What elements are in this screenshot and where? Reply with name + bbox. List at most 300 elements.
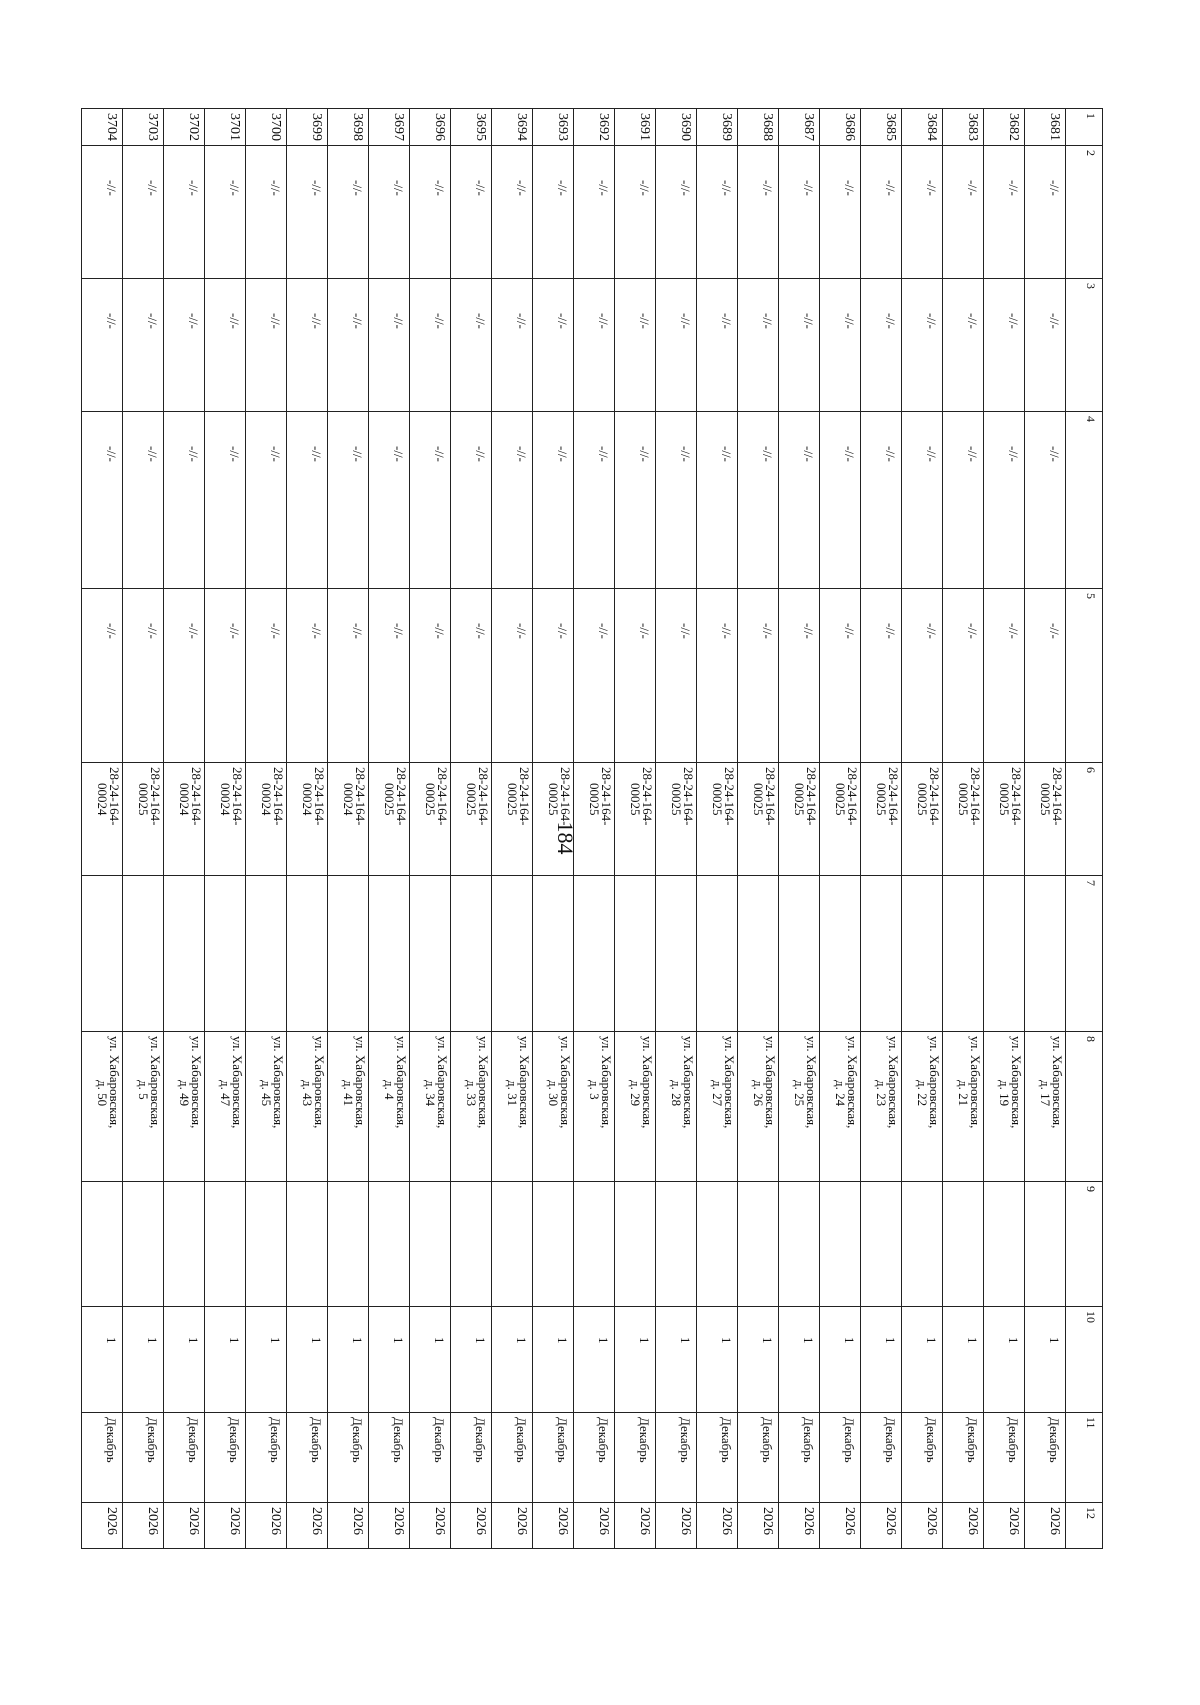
- address-cell: [410, 1032, 451, 1182]
- ditto-cell: -//-: [656, 589, 697, 763]
- ditto-cell: -//-: [697, 412, 738, 589]
- address-street: ул. Хабаровская,: [599, 1036, 614, 1129]
- cadastral-line-1: 28-24-164-: [968, 767, 983, 826]
- cadastral-cell: [369, 763, 410, 876]
- row-number-cell: 3682: [984, 109, 1025, 146]
- month-cell: Декабрь: [1025, 1413, 1066, 1503]
- address-street: ул. Хабаровская,: [271, 1036, 286, 1129]
- year-cell: 2026: [984, 1503, 1025, 1549]
- empty-cell: [287, 1182, 328, 1307]
- cadastral-line-1: 28-24-164-: [1009, 767, 1024, 826]
- row-number-cell: 3702: [164, 109, 205, 146]
- ditto-cell: -//-: [246, 146, 287, 279]
- cadastral-line-2: 00025: [751, 783, 766, 816]
- cadastral-cell: [574, 763, 615, 876]
- ditto-cell: -//-: [779, 412, 820, 589]
- address-cell: [738, 1032, 779, 1182]
- table-row: [451, 109, 492, 1549]
- address-street: ул. Хабаровская,: [107, 1036, 122, 1129]
- cadastral-line-2: 00024: [218, 783, 233, 816]
- year-cell: 2026: [656, 1503, 697, 1549]
- cadastral-line-2: 00025: [505, 783, 520, 816]
- quantity-cell: 1: [820, 1307, 861, 1413]
- ditto-cell: -//-: [984, 146, 1025, 279]
- month-cell: Декабрь: [902, 1413, 943, 1503]
- ditto-cell: -//-: [1025, 146, 1066, 279]
- quantity-cell: 1: [1025, 1307, 1066, 1413]
- address-street: ул. Хабаровская,: [804, 1036, 819, 1129]
- cadastral-cell: [820, 763, 861, 876]
- cadastral-cell: [1025, 763, 1066, 876]
- table-row: [246, 109, 287, 1549]
- row-number-cell: 3699: [287, 109, 328, 146]
- month-cell: Декабрь: [615, 1413, 656, 1503]
- ditto-cell: -//-: [697, 589, 738, 763]
- empty-cell: [533, 1182, 574, 1307]
- address-house: д. 34: [423, 1080, 438, 1107]
- empty-cell: [410, 876, 451, 1032]
- ditto-cell: -//-: [779, 589, 820, 763]
- cadastral-line-2: 00025: [956, 783, 971, 816]
- table-row: [779, 109, 820, 1549]
- cadastral-cell: [287, 763, 328, 876]
- address-house: д. 47: [218, 1080, 233, 1107]
- row-number-cell: 3692: [574, 109, 615, 146]
- year-cell: 2026: [164, 1503, 205, 1549]
- address-street: ул. Хабаровская,: [845, 1036, 860, 1129]
- address-street: ул. Хабаровская,: [230, 1036, 245, 1129]
- cadastral-cell: [861, 763, 902, 876]
- quantity-cell: 1: [410, 1307, 451, 1413]
- column-header: 9: [1066, 1182, 1103, 1307]
- ditto-cell: -//-: [615, 279, 656, 412]
- table-row: [1025, 109, 1066, 1549]
- address-cell: [164, 1032, 205, 1182]
- address-cell: [123, 1032, 164, 1182]
- address-house: д. 19: [997, 1080, 1012, 1107]
- cadastral-line-2: 00024: [300, 783, 315, 816]
- address-house: д. 31: [505, 1080, 520, 1107]
- row-number-cell: 3698: [328, 109, 369, 146]
- year-cell: 2026: [697, 1503, 738, 1549]
- month-cell: Декабрь: [246, 1413, 287, 1503]
- ditto-cell: -//-: [451, 146, 492, 279]
- cadastral-line-2: 00025: [669, 783, 684, 816]
- address-cell: [984, 1032, 1025, 1182]
- empty-cell: [246, 876, 287, 1032]
- empty-cell: [451, 876, 492, 1032]
- table-row: [533, 109, 574, 1549]
- address-cell: [902, 1032, 943, 1182]
- address-cell: [369, 1032, 410, 1182]
- ditto-cell: -//-: [451, 589, 492, 763]
- row-number-cell: 3681: [1025, 109, 1066, 146]
- empty-cell: [738, 1182, 779, 1307]
- address-cell: [697, 1032, 738, 1182]
- month-cell: Декабрь: [779, 1413, 820, 1503]
- ditto-cell: -//-: [328, 279, 369, 412]
- column-header: 5: [1066, 589, 1103, 763]
- cadastral-line-2: 00025: [382, 783, 397, 816]
- cadastral-cell: [943, 763, 984, 876]
- quantity-cell: 1: [492, 1307, 533, 1413]
- quantity-cell: 1: [123, 1307, 164, 1413]
- ditto-cell: -//-: [205, 279, 246, 412]
- empty-cell: [861, 1182, 902, 1307]
- column-header: 1: [1066, 109, 1103, 146]
- empty-cell: [615, 1182, 656, 1307]
- cadastral-line-1: 28-24-164-: [353, 767, 368, 826]
- cadastral-line-1: 28-24-164-: [148, 767, 163, 826]
- cadastral-line-2: 00025: [915, 783, 930, 816]
- cadastral-cell: [533, 763, 574, 876]
- table-row: [82, 109, 123, 1549]
- address-house: д. 26: [751, 1080, 766, 1107]
- ditto-cell: -//-: [164, 589, 205, 763]
- row-number-cell: 3693: [533, 109, 574, 146]
- ditto-cell: -//-: [123, 146, 164, 279]
- ditto-cell: -//-: [410, 146, 451, 279]
- year-cell: 2026: [943, 1503, 984, 1549]
- address-cell: [943, 1032, 984, 1182]
- cadastral-cell: [492, 763, 533, 876]
- address-house: д. 27: [710, 1080, 725, 1107]
- column-header: 12: [1066, 1503, 1103, 1549]
- ditto-cell: -//-: [861, 146, 902, 279]
- table-body: [82, 109, 1066, 1549]
- address-cell: [1025, 1032, 1066, 1182]
- address-house: д. 25: [792, 1080, 807, 1107]
- cadastral-line-2: 00025: [423, 783, 438, 816]
- table-row: [205, 109, 246, 1549]
- ditto-cell: -//-: [369, 589, 410, 763]
- ditto-cell: -//-: [492, 279, 533, 412]
- cadastral-line-1: 28-24-164-: [640, 767, 655, 826]
- address-house: д. 50: [95, 1080, 110, 1107]
- month-cell: Декабрь: [697, 1413, 738, 1503]
- empty-cell: [697, 1182, 738, 1307]
- month-cell: Декабрь: [82, 1413, 123, 1503]
- table-row: [492, 109, 533, 1549]
- cadastral-cell: [328, 763, 369, 876]
- ditto-cell: -//-: [779, 279, 820, 412]
- ditto-cell: -//-: [820, 146, 861, 279]
- table-row: [820, 109, 861, 1549]
- year-cell: 2026: [492, 1503, 533, 1549]
- address-cell: [451, 1032, 492, 1182]
- cadastral-cell: [205, 763, 246, 876]
- year-cell: 2026: [246, 1503, 287, 1549]
- quantity-cell: 1: [164, 1307, 205, 1413]
- cadastral-line-1: 28-24-164-: [230, 767, 245, 826]
- ditto-cell: -//-: [246, 412, 287, 589]
- quantity-cell: 1: [738, 1307, 779, 1413]
- quantity-cell: 1: [574, 1307, 615, 1413]
- empty-cell: [656, 1182, 697, 1307]
- column-header: 11: [1066, 1413, 1103, 1503]
- ditto-cell: -//-: [205, 412, 246, 589]
- empty-cell: [1025, 1182, 1066, 1307]
- ditto-cell: -//-: [943, 412, 984, 589]
- address-cell: [492, 1032, 533, 1182]
- ditto-cell: -//-: [820, 589, 861, 763]
- empty-cell: [164, 1182, 205, 1307]
- ditto-cell: -//-: [738, 412, 779, 589]
- address-house: д. 28: [669, 1080, 684, 1107]
- address-cell: [328, 1032, 369, 1182]
- address-cell: [574, 1032, 615, 1182]
- row-number-cell: 3704: [82, 109, 123, 146]
- address-street: ул. Хабаровская,: [763, 1036, 778, 1129]
- address-cell: [82, 1032, 123, 1182]
- ditto-cell: -//-: [861, 589, 902, 763]
- ditto-cell: -//-: [697, 279, 738, 412]
- ditto-cell: -//-: [656, 279, 697, 412]
- row-number-cell: 3700: [246, 109, 287, 146]
- address-street: ул. Хабаровская,: [968, 1036, 983, 1129]
- ditto-cell: -//-: [984, 589, 1025, 763]
- cadastral-line-2: 00024: [259, 783, 274, 816]
- empty-cell: [205, 1182, 246, 1307]
- empty-cell: [123, 876, 164, 1032]
- month-cell: Декабрь: [574, 1413, 615, 1503]
- ditto-cell: -//-: [164, 146, 205, 279]
- ditto-cell: -//-: [574, 279, 615, 412]
- ditto-cell: -//-: [410, 589, 451, 763]
- table-row: [369, 109, 410, 1549]
- ditto-cell: -//-: [410, 279, 451, 412]
- year-cell: 2026: [615, 1503, 656, 1549]
- row-number-cell: 3695: [451, 109, 492, 146]
- cadastral-line-2: 00024: [341, 783, 356, 816]
- year-cell: 2026: [574, 1503, 615, 1549]
- address-street: ул. Хабаровская,: [476, 1036, 491, 1129]
- column-header: 7: [1066, 876, 1103, 1032]
- address-cell: [287, 1032, 328, 1182]
- empty-cell: [205, 876, 246, 1032]
- empty-cell: [123, 1182, 164, 1307]
- quantity-cell: 1: [533, 1307, 574, 1413]
- empty-cell: [779, 876, 820, 1032]
- month-cell: Декабрь: [410, 1413, 451, 1503]
- cadastral-line-1: 28-24-164-: [599, 767, 614, 826]
- address-street: ул. Хабаровская,: [1050, 1036, 1065, 1129]
- rotated-table-container: [95, 108, 1103, 1548]
- empty-cell: [943, 876, 984, 1032]
- quantity-cell: 1: [656, 1307, 697, 1413]
- empty-cell: [779, 1182, 820, 1307]
- empty-cell: [1025, 876, 1066, 1032]
- row-number-cell: 3703: [123, 109, 164, 146]
- cadastral-line-1: 28-24-164-: [722, 767, 737, 826]
- ditto-cell: -//-: [615, 589, 656, 763]
- table-row: [738, 109, 779, 1549]
- ditto-cell: -//-: [205, 146, 246, 279]
- ditto-cell: -//-: [328, 412, 369, 589]
- data-table: [81, 108, 1103, 1549]
- empty-cell: [451, 1182, 492, 1307]
- row-number-cell: 3684: [902, 109, 943, 146]
- address-street: ул. Хабаровская,: [394, 1036, 409, 1129]
- month-cell: Декабрь: [533, 1413, 574, 1503]
- ditto-cell: -//-: [902, 412, 943, 589]
- cadastral-cell: [656, 763, 697, 876]
- row-number-cell: 3686: [820, 109, 861, 146]
- ditto-cell: -//-: [287, 279, 328, 412]
- ditto-cell: -//-: [943, 146, 984, 279]
- ditto-cell: -//-: [164, 279, 205, 412]
- ditto-cell: -//-: [738, 589, 779, 763]
- month-cell: Декабрь: [328, 1413, 369, 1503]
- ditto-cell: -//-: [615, 412, 656, 589]
- row-number-cell: 3691: [615, 109, 656, 146]
- month-cell: Декабрь: [123, 1413, 164, 1503]
- year-cell: 2026: [779, 1503, 820, 1549]
- empty-cell: [738, 876, 779, 1032]
- cadastral-cell: [82, 763, 123, 876]
- ditto-cell: -//-: [1025, 589, 1066, 763]
- cadastral-cell: [246, 763, 287, 876]
- address-street: ул. Хабаровская,: [517, 1036, 532, 1129]
- ditto-cell: -//-: [738, 146, 779, 279]
- cadastral-cell: [738, 763, 779, 876]
- empty-cell: [984, 1182, 1025, 1307]
- empty-cell: [492, 876, 533, 1032]
- address-cell: [246, 1032, 287, 1182]
- row-number-cell: 3683: [943, 109, 984, 146]
- address-house: д. 3: [587, 1080, 602, 1100]
- address-street: ул. Хабаровская,: [189, 1036, 204, 1129]
- ditto-cell: -//-: [82, 279, 123, 412]
- cadastral-line-1: 28-24-164-: [271, 767, 286, 826]
- cadastral-line-1: 28-24-164-: [1050, 767, 1065, 826]
- cadastral-line-2: 00025: [710, 783, 725, 816]
- address-street: ул. Хабаровская,: [148, 1036, 163, 1129]
- empty-cell: [492, 1182, 533, 1307]
- year-cell: 2026: [451, 1503, 492, 1549]
- cadastral-line-2: 00025: [1038, 783, 1053, 816]
- quantity-cell: 1: [943, 1307, 984, 1413]
- address-house: д. 22: [915, 1080, 930, 1107]
- cadastral-line-1: 28-24-164-: [394, 767, 409, 826]
- cadastral-line-2: 00025: [587, 783, 602, 816]
- address-cell: [205, 1032, 246, 1182]
- ditto-cell: -//-: [820, 412, 861, 589]
- cadastral-line-1: 28-24-164-: [558, 767, 573, 826]
- address-cell: [779, 1032, 820, 1182]
- quantity-cell: 1: [287, 1307, 328, 1413]
- empty-cell: [328, 876, 369, 1032]
- table-row: [410, 109, 451, 1549]
- quantity-cell: 1: [861, 1307, 902, 1413]
- row-number-cell: 3690: [656, 109, 697, 146]
- quantity-cell: 1: [451, 1307, 492, 1413]
- ditto-cell: -//-: [246, 589, 287, 763]
- address-street: ул. Хабаровская,: [353, 1036, 368, 1129]
- month-cell: Декабрь: [451, 1413, 492, 1503]
- month-cell: Декабрь: [861, 1413, 902, 1503]
- ditto-cell: -//-: [287, 412, 328, 589]
- address-cell: [820, 1032, 861, 1182]
- empty-cell: [82, 1182, 123, 1307]
- ditto-cell: -//-: [902, 279, 943, 412]
- year-cell: 2026: [287, 1503, 328, 1549]
- year-cell: 2026: [123, 1503, 164, 1549]
- empty-cell: [820, 1182, 861, 1307]
- cadastral-cell: [902, 763, 943, 876]
- cadastral-cell: [779, 763, 820, 876]
- ditto-cell: -//-: [82, 589, 123, 763]
- ditto-cell: -//-: [287, 589, 328, 763]
- ditto-cell: -//-: [943, 279, 984, 412]
- ditto-cell: -//-: [615, 146, 656, 279]
- table-row: [943, 109, 984, 1549]
- year-cell: 2026: [82, 1503, 123, 1549]
- cadastral-cell: [164, 763, 205, 876]
- cadastral-line-1: 28-24-164-: [517, 767, 532, 826]
- ditto-cell: -//-: [1025, 279, 1066, 412]
- cadastral-line-2: 00024: [95, 783, 110, 816]
- quantity-cell: 1: [246, 1307, 287, 1413]
- cadastral-cell: [697, 763, 738, 876]
- cadastral-cell: [984, 763, 1025, 876]
- empty-cell: [410, 1182, 451, 1307]
- ditto-cell: -//-: [451, 412, 492, 589]
- quantity-cell: 1: [82, 1307, 123, 1413]
- table-row: [615, 109, 656, 1549]
- ditto-cell: -//-: [738, 279, 779, 412]
- address-house: д. 43: [300, 1080, 315, 1107]
- ditto-cell: -//-: [123, 412, 164, 589]
- cadastral-cell: [451, 763, 492, 876]
- row-number-cell: 3701: [205, 109, 246, 146]
- month-cell: Декабрь: [943, 1413, 984, 1503]
- ditto-cell: -//-: [902, 146, 943, 279]
- empty-cell: [943, 1182, 984, 1307]
- year-cell: 2026: [533, 1503, 574, 1549]
- month-cell: Декабрь: [738, 1413, 779, 1503]
- ditto-cell: -//-: [369, 146, 410, 279]
- address-street: ул. Хабаровская,: [681, 1036, 696, 1129]
- cadastral-line-2: 00025: [833, 783, 848, 816]
- row-number-cell: 3697: [369, 109, 410, 146]
- address-street: ул. Хабаровская,: [722, 1036, 737, 1129]
- page-number: 184: [553, 821, 578, 855]
- empty-cell: [656, 876, 697, 1032]
- month-cell: Декабрь: [164, 1413, 205, 1503]
- ditto-cell: -//-: [451, 279, 492, 412]
- month-cell: Декабрь: [205, 1413, 246, 1503]
- ditto-cell: -//-: [861, 412, 902, 589]
- address-house: д. 29: [628, 1080, 643, 1107]
- month-cell: Декабрь: [984, 1413, 1025, 1503]
- ditto-cell: -//-: [82, 146, 123, 279]
- ditto-cell: -//-: [656, 146, 697, 279]
- cadastral-line-1: 28-24-164-: [763, 767, 778, 826]
- cadastral-cell: [615, 763, 656, 876]
- month-cell: Декабрь: [656, 1413, 697, 1503]
- ditto-cell: -//-: [492, 589, 533, 763]
- cadastral-line-2: 00025: [792, 783, 807, 816]
- empty-cell: [615, 876, 656, 1032]
- quantity-cell: 1: [779, 1307, 820, 1413]
- quantity-cell: 1: [328, 1307, 369, 1413]
- address-house: д. 17: [1038, 1080, 1053, 1107]
- address-house: д. 4: [382, 1080, 397, 1100]
- empty-cell: [697, 876, 738, 1032]
- table-row: [123, 109, 164, 1549]
- empty-cell: [574, 1182, 615, 1307]
